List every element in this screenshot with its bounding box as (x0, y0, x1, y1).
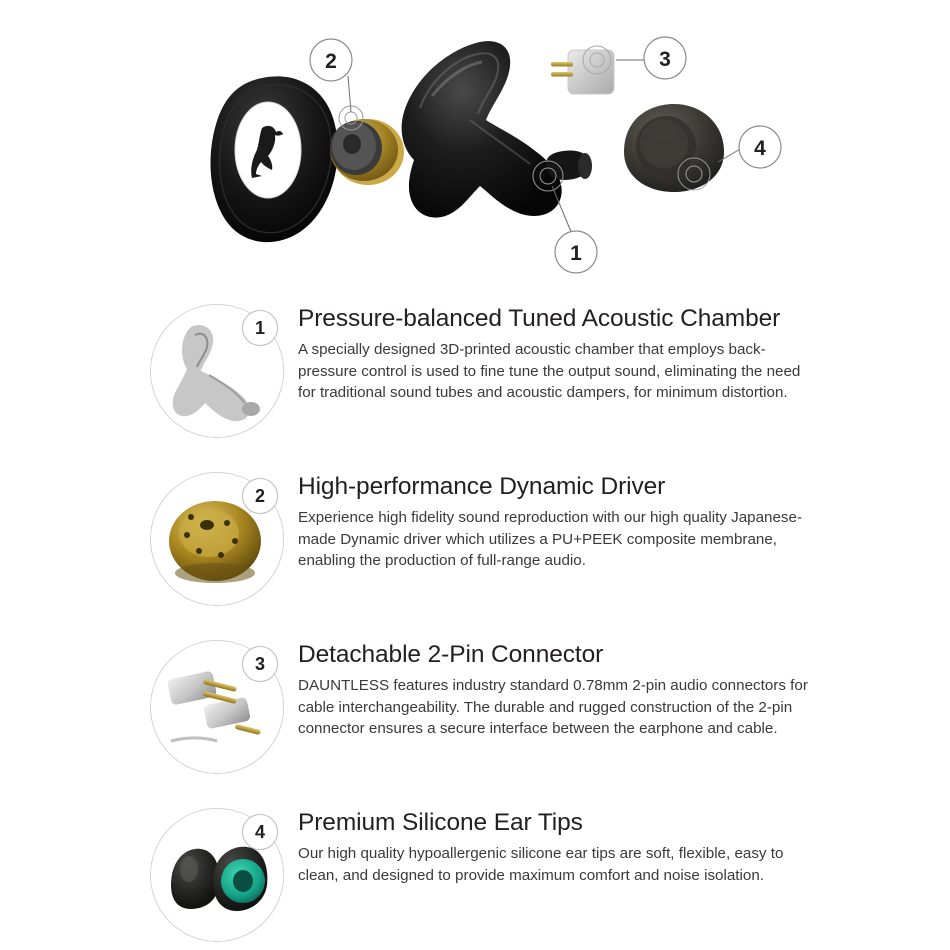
two-pin-connector-part (551, 46, 614, 94)
shell-body-part (402, 41, 592, 217)
feature-item-silicone-ear-tips (0, 808, 950, 948)
feature-text-block (298, 472, 818, 572)
feature-badge-2: 2 (242, 478, 278, 514)
feature-text-block (298, 640, 818, 740)
feature-item-dynamic-driver (0, 472, 950, 612)
feature-title: High-performance Dynamic Driver (298, 473, 666, 500)
feature-title: Premium Silicone Ear Tips (298, 809, 583, 836)
callout-bubble-1 (555, 231, 597, 273)
svg-text:4: 4 (754, 137, 766, 160)
feature-list (0, 304, 950, 948)
svg-text:1: 1 (570, 242, 582, 265)
svg-text:3: 3 (659, 48, 671, 71)
feature-item-two-pin-connector (0, 640, 950, 780)
callout-bubble-3 (644, 37, 686, 79)
feature-title: Detachable 2-Pin Connector (298, 641, 604, 668)
feature-body: Our high quality hypoallergenic silicone ear tips are soft, flexible, easy to clean, and designed to provide maximum comfort and noise isolation. (298, 844, 784, 884)
feature-body: DAUNTLESS features industry standard 0.78mm 2-pin audio connectors for cable interchangeability. The durable and rugged construction of the 2-pin connector ensures a secure interface between the earphone and cable. (298, 676, 808, 738)
feature-title: Pressure-balanced Tuned Acoustic Chamber (298, 305, 781, 332)
feature-badge-1: 1 (242, 310, 278, 346)
ear-tip-part (624, 104, 724, 192)
exploded-diagram-svg (0, 0, 950, 290)
feature-body: A specially designed 3D-printed acoustic chamber that employs back-pressure control is used to fine tune the output sound, eliminating the need for traditional sound tubes and acoustic dampers, for minimum distortion. (298, 340, 801, 402)
exploded-diagram (0, 0, 950, 290)
feature-badge-3: 3 (242, 646, 278, 682)
callout-bubble-4 (739, 126, 781, 168)
feature-text-block (298, 808, 818, 886)
svg-text:2: 2 (325, 50, 337, 73)
callout-bubble-2 (310, 39, 352, 81)
faceplate-part (211, 76, 338, 242)
feature-badge-4: 4 (242, 814, 278, 850)
dynamic-driver-part (330, 106, 404, 185)
feature-item-acoustic-chamber (0, 304, 950, 444)
feature-body: Experience high fidelity sound reproduction with our high quality Japanese-made Dynamic driver which utilizes a PU+PEEK composite membrane, enabling the production of full-range audio. (298, 508, 803, 570)
feature-text-block (298, 304, 818, 404)
